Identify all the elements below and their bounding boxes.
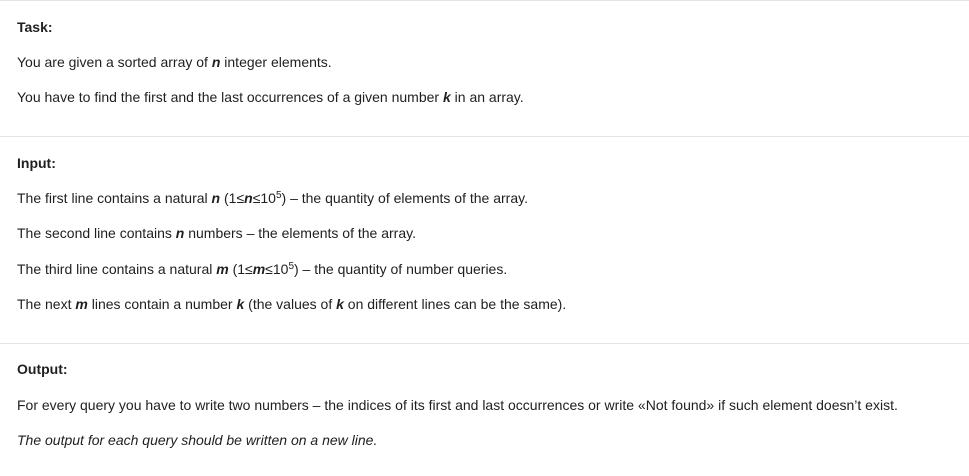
- text: on different lines can be the same).: [343, 296, 567, 312]
- text: (1≤: [228, 261, 253, 277]
- text: lines contain a number: [87, 296, 237, 312]
- output-line-1: For every query you have to write two numbers – the indices of its first and last occurrences or write «Not found» if such element doesn’t exist.: [17, 397, 898, 413]
- top-divider: [0, 0, 969, 1]
- exponent: 5: [288, 261, 294, 272]
- section-divider: [0, 136, 969, 137]
- task-heading: Task:: [17, 19, 53, 35]
- text: ) – the quantity of elements of the array.: [281, 190, 528, 206]
- text: ) – the quantity of number queries.: [294, 261, 508, 277]
- text: (1≤: [220, 190, 245, 206]
- output-line-2: The output for each query should be written on a new line.: [17, 432, 378, 448]
- var-n: n: [175, 225, 185, 241]
- input-line-4: [17, 295, 566, 313]
- text: ≤10: [252, 190, 276, 206]
- var-k: k: [442, 89, 451, 105]
- var-n: n: [244, 190, 253, 206]
- exponent: 5: [275, 190, 282, 201]
- output-heading: Output:: [17, 361, 68, 377]
- var-m: m: [216, 261, 229, 277]
- text: The third line contains a natural: [17, 261, 217, 277]
- text: You are given a sorted array of: [17, 54, 212, 70]
- var-n: n: [211, 190, 221, 206]
- section-divider: [0, 343, 969, 344]
- text: in an array.: [450, 89, 524, 105]
- var-n: n: [211, 54, 221, 70]
- text: The next: [17, 296, 76, 312]
- var-m: m: [252, 261, 266, 277]
- text: ≤10: [265, 261, 289, 277]
- input-heading: Input:: [17, 155, 56, 171]
- var-k: k: [336, 296, 344, 312]
- input-line-3: [17, 260, 507, 278]
- text: The second line contains: [17, 225, 176, 241]
- text: numbers – the elements of the array.: [184, 225, 416, 241]
- var-m: m: [75, 296, 88, 312]
- input-line-1: [17, 189, 528, 207]
- var-k: k: [236, 296, 245, 312]
- text: integer elements.: [220, 54, 332, 70]
- task-line-2: [17, 88, 524, 106]
- text: You have to find the first and the last occurrences of a given number: [17, 89, 443, 105]
- text: The first line contains a natural: [17, 190, 212, 206]
- text: (the values of: [244, 296, 337, 312]
- task-line-1: [17, 53, 332, 71]
- input-line-2: [17, 224, 416, 242]
